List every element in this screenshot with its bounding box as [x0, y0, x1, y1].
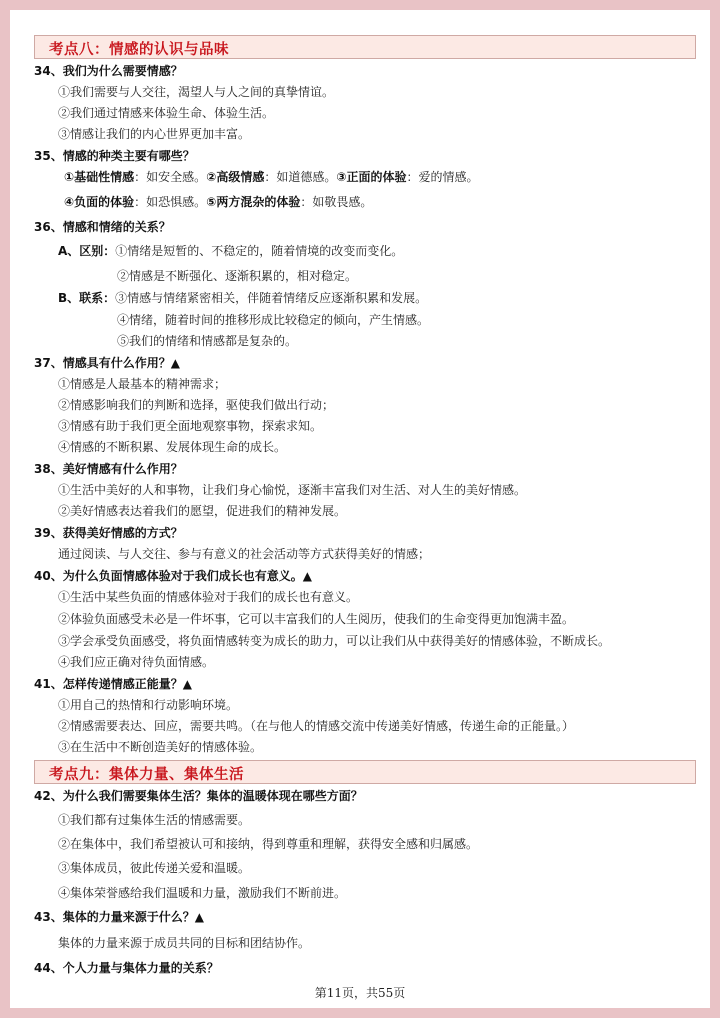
question-38-title: 38、美好情感有什么作用？: [34, 462, 183, 476]
answer-line: ②在集体中，我们希望被认可和接纳，得到尊重和理解，获得安全感和归属感。: [58, 837, 479, 851]
answer-line: ④集体荣誉感给我们温暖和力量，激励我们不断前进。: [58, 886, 347, 900]
answer-line: ①生活中某些负面的情感体验对于我们的成长也有意义。: [58, 590, 359, 604]
answer-line: ④情绪，随着时间的推移形成比较稳定的倾向，产生情感。: [117, 313, 430, 327]
answer-line: ⑤我们的情绪和情感都是复杂的。: [117, 334, 298, 348]
term-text: ：爱的情感。: [406, 170, 479, 184]
emotion-types-row-2: [64, 193, 372, 210]
term-label: ④负面的体验: [64, 195, 135, 209]
answer-line: 通过阅读、与人交往、参与有意义的社会活动等方式获得美好的情感；: [58, 547, 431, 561]
term-text: ：如恐惧感。: [134, 195, 207, 209]
document-page: [10, 10, 710, 1008]
question-42-title: 42、为什么我们需要集体生活？集体的温暖体现在哪些方面？: [34, 789, 363, 803]
section-header-9: [34, 760, 696, 784]
answer-line: ②情感需要表达、回应，需要共鸣。（在与他人的情感交流中传递美好情感，传递生命的正能量。）: [58, 719, 575, 733]
answer-line: ④我们应正确对待负面情感。: [58, 655, 215, 669]
page-number: 第11页，共55页: [314, 986, 406, 1000]
question-34-title: 34、我们为什么需要情感？: [34, 64, 183, 78]
answer-line: ③学会承受负面感受，将负面情感转变为成长的助力，可以让我们从中获得美好的情感体验，不断成长。: [58, 634, 611, 648]
answer-line: ③在生活中不断创造美好的情感体验。: [58, 740, 263, 754]
answer-line: ①情感是人最基本的精神需求；: [58, 377, 227, 391]
term-text: ：如安全感。: [134, 170, 207, 184]
term-label: ⑤两方混杂的体验: [206, 195, 301, 209]
question-37-title: 37、情感具有什么作用？▲: [34, 356, 180, 370]
question-35-title: 35、情感的种类主要有哪些？: [34, 149, 195, 163]
answer-line: ②美好情感表达着我们的愿望，促进我们的精神发展。: [58, 504, 347, 518]
answer-line: ②情感是不断强化、逐渐积累的，相对稳定。: [117, 269, 358, 283]
term-label: ①基础性情感: [64, 170, 135, 184]
emotion-types-row-1: [64, 168, 479, 185]
difference-label: A、区别：: [58, 244, 116, 258]
answer-line: ②我们通过情感来体验生命、体验生活。: [58, 106, 275, 120]
term-text: ：如敬畏感。: [300, 195, 373, 209]
term-text: ：如道德感。: [264, 170, 337, 184]
question-36-title: 36、情感和情绪的关系？: [34, 220, 171, 234]
question-40-title: 40、为什么负面情感体验对于我们成长也有意义。▲: [34, 569, 312, 583]
answer-line: ③情感与情绪紧密相关，伴随着情绪反应逐渐积累和发展。: [115, 291, 428, 305]
answer-line: ③集体成员，彼此传递关爱和温暖。: [58, 861, 251, 875]
question-41-title: 41、怎样传递情感正能量？▲: [34, 677, 192, 691]
term-label: ③正面的体验: [336, 170, 407, 184]
difference-row: [58, 242, 403, 259]
answer-line: ③情感让我们的内心世界更加丰富。: [58, 127, 251, 141]
question-43-title: 43、集体的力量来源于什么？▲: [34, 910, 204, 924]
question-44-title: 44、个人力量与集体力量的关系？: [34, 961, 219, 975]
connection-label: B、联系：: [58, 291, 116, 305]
section-title: 考点八：情感的认识与品味: [49, 42, 229, 58]
connection-row: [58, 289, 427, 306]
answer-line: ②体验负面感受未必是一件坏事，它可以丰富我们的人生阅历，使我们的生命变得更加饱满丰盈。: [58, 612, 575, 626]
section-title: 考点九：集体力量、集体生活: [49, 767, 244, 783]
question-39-title: 39、获得美好情感的方式？: [34, 526, 183, 540]
answer-line: ①生活中美好的人和事物，让我们身心愉悦，逐渐丰富我们对生活、对人生的美好情感。: [58, 483, 527, 497]
answer-line: ①用自己的热情和行动影响环境。: [58, 698, 239, 712]
answer-line: ①情绪是短暂的、不稳定的，随着情境的改变而变化。: [115, 244, 404, 258]
section-header-8: [34, 35, 696, 59]
answer-line: 集体的力量来源于成员共同的目标和团结协作。: [58, 936, 311, 950]
answer-line: ②情感影响我们的判断和选择，驱使我们做出行动；: [58, 398, 335, 412]
answer-line: ①我们都有过集体生活的情感需要。: [58, 813, 251, 827]
answer-line: ④情感的不断积累、发展体现生命的成长。: [58, 440, 287, 454]
term-label: ②高级情感: [206, 170, 265, 184]
answer-line: ①我们需要与人交往，渴望人与人之间的真挚情谊。: [58, 85, 335, 99]
answer-line: ③情感有助于我们更全面地观察事物，探索求知。: [58, 419, 323, 433]
